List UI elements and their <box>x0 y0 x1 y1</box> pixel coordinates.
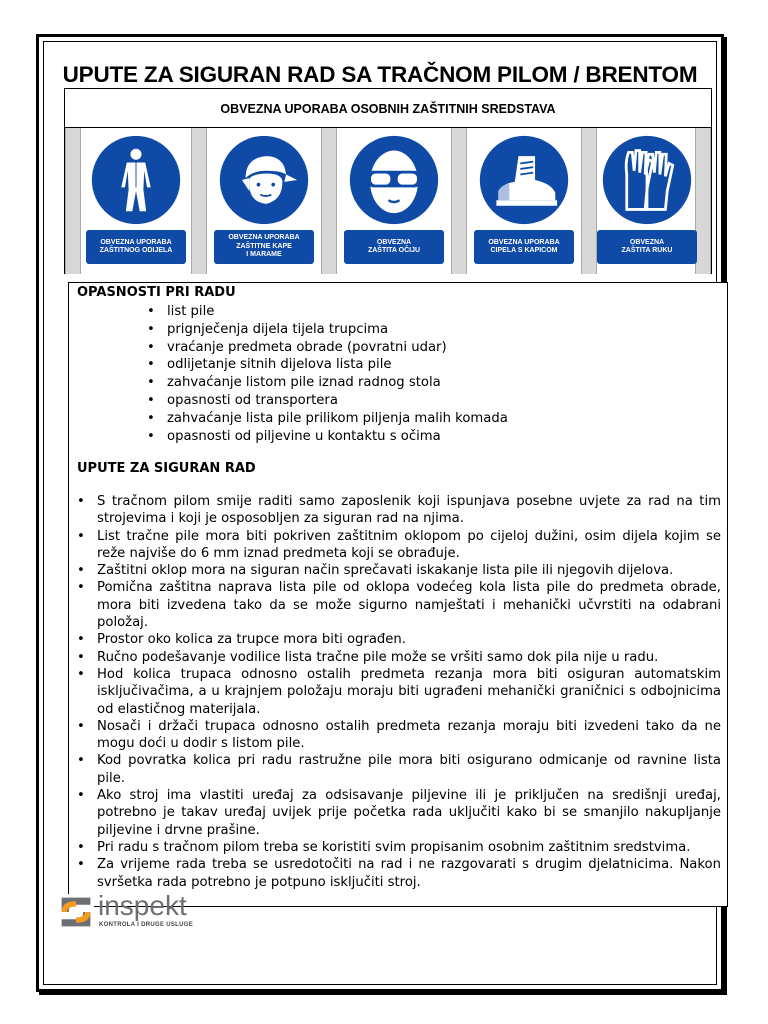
list-item: • prignječenja dijela tijela trupcima <box>147 321 508 339</box>
list-item: • Pomična zaštitna naprava lista pile od oklopa vodećeg kola lista pile do predmeta obrade, mora biti izvedena tako da se može sigurno namještati i mehanički učvrstiti na odabrani položaj. <box>77 579 721 631</box>
list-item: • opasnosti od piljevine u kontaktu s očima <box>147 428 508 446</box>
sign-label: OBVEZNA ZAŠTITA OČIJU <box>344 230 444 264</box>
sign-head-protection <box>212 134 316 262</box>
sign-divider <box>321 128 337 274</box>
list-item: • vraćanje predmeta obrade (povratni udar) <box>147 339 508 357</box>
list-item: • Ako stroj ima vlastiti uređaj za odsisavanje piljevine ili je priključen na središnji uređaj, potrebno je takav uređaj uvijek prije početka rada uključiti kako bi se smanjilo nakupljanje piljevine i drvne prašine. <box>77 787 721 839</box>
list-item: • Za vrijeme rada treba se usredotočiti na rad i ne razgovarati s drugim djelatnicima. Nakon svršetka rada potrebno je potpuno isključiti stroj. <box>77 856 721 891</box>
sign-safety-boots <box>472 134 576 262</box>
list-item: • odlijetanje sitnih dijelova lista pile <box>147 356 508 374</box>
sign-label: OBVEZNA UPORABA CIPELA S KAPICOM <box>474 230 574 264</box>
logo-tagline: KONTROLA I DRUGE USLUGE <box>99 922 194 928</box>
list-item: • Nosači i držači trupaca odnosno ostalih predmeta rezanja moraju biti izvedeni tako da ne mogu doći u dodir s listom pile. <box>77 718 721 753</box>
hazards-title: OPASNOSTI PRI RADU <box>77 285 236 300</box>
list-item: • Ručno podešavanje vodilice lista tračne pile može se vršiti samo dok pila nije u radu. <box>77 649 721 666</box>
rules-title: UPUTE ZA SIGURAN RAD <box>77 461 256 476</box>
ppe-heading: OBVEZNA UPORABA OSOBNIH ZAŠTITNIH SREDSTAVA <box>64 88 712 128</box>
list-item: • list pile <box>147 303 508 321</box>
sign-eye-protection <box>342 134 446 262</box>
head-protection-icon <box>218 134 310 226</box>
protective-suit-icon <box>90 134 182 226</box>
inner-frame <box>43 41 721 985</box>
sign-label: OBVEZNA UPORABA ZAŠTITNE KAPE I MARAME <box>214 230 314 264</box>
list-item: • zahvaćanje lista pile prilikom piljenja malih komada <box>147 410 508 428</box>
sign-divider <box>191 128 207 274</box>
sign-divider <box>65 128 81 274</box>
page-title: UPUTE ZA SIGURAN RAD SA TRAČNOM PILOM / BRENTOM <box>62 62 698 87</box>
sign-hand-protection <box>595 134 699 262</box>
sign-label: OBVEZNA ZAŠTITA RUKU <box>597 230 697 264</box>
list-item: • Hod kolica trupaca odnosno ostalih predmeta rezanja mora biti osiguran automatskim isključivačima, a u krajnjem položaju moraju biti ugrađeni mehanički graničnici s odbojnicima od elastičnog materijala. <box>77 666 721 718</box>
logo-mark-icon <box>58 894 94 930</box>
list-item: • Prostor oko kolica za trupce mora biti ograđen. <box>77 631 721 648</box>
gloves-icon <box>601 134 693 226</box>
sign-label: OBVEZNA UPORABA ZAŠTITNOG ODIJELA <box>86 230 186 264</box>
list-item: • Pri radu s tračnom pilom treba se koristiti svim propisanim osobnim zaštitnim sredstvima. <box>77 839 721 856</box>
list-item: • Kod povratka kolica pri radu rastružne pile mora biti osigurano odmicanje od ravnine lista pile. <box>77 752 721 787</box>
goggles-icon <box>348 134 440 226</box>
safety-boot-icon <box>478 134 570 226</box>
document-frame <box>36 34 724 992</box>
list-item: • Zaštitni oklop mora na siguran način sprečavati iskakanje lista pile ili njegovih dijelova. <box>77 562 721 579</box>
list-item: • zahvaćanje listom pile iznad radnog stola <box>147 374 508 392</box>
sign-divider <box>451 128 467 274</box>
list-item: • opasnosti od transportera <box>147 392 508 410</box>
list-item: • S tračnom pilom smije raditi samo zaposlenik koji ispunjava posebne uvjete za rad na tim strojevima i koji je osposobljen za siguran rad na njima. <box>77 493 721 528</box>
rules-list <box>77 493 721 891</box>
logo-wordmark: inspekt <box>98 890 187 921</box>
sign-protective-suit <box>84 134 188 262</box>
hazards-list <box>147 303 508 445</box>
ppe-signs <box>64 128 712 274</box>
list-item: • List tračne pile mora biti pokriven zaštitnim oklopom po cijeloj dužini, osim dijela kojim se reže najviše do 6 mm iznad predmeta koji se obrađuje. <box>77 528 721 563</box>
inspekt-logo <box>58 890 218 938</box>
content-section <box>68 282 728 907</box>
